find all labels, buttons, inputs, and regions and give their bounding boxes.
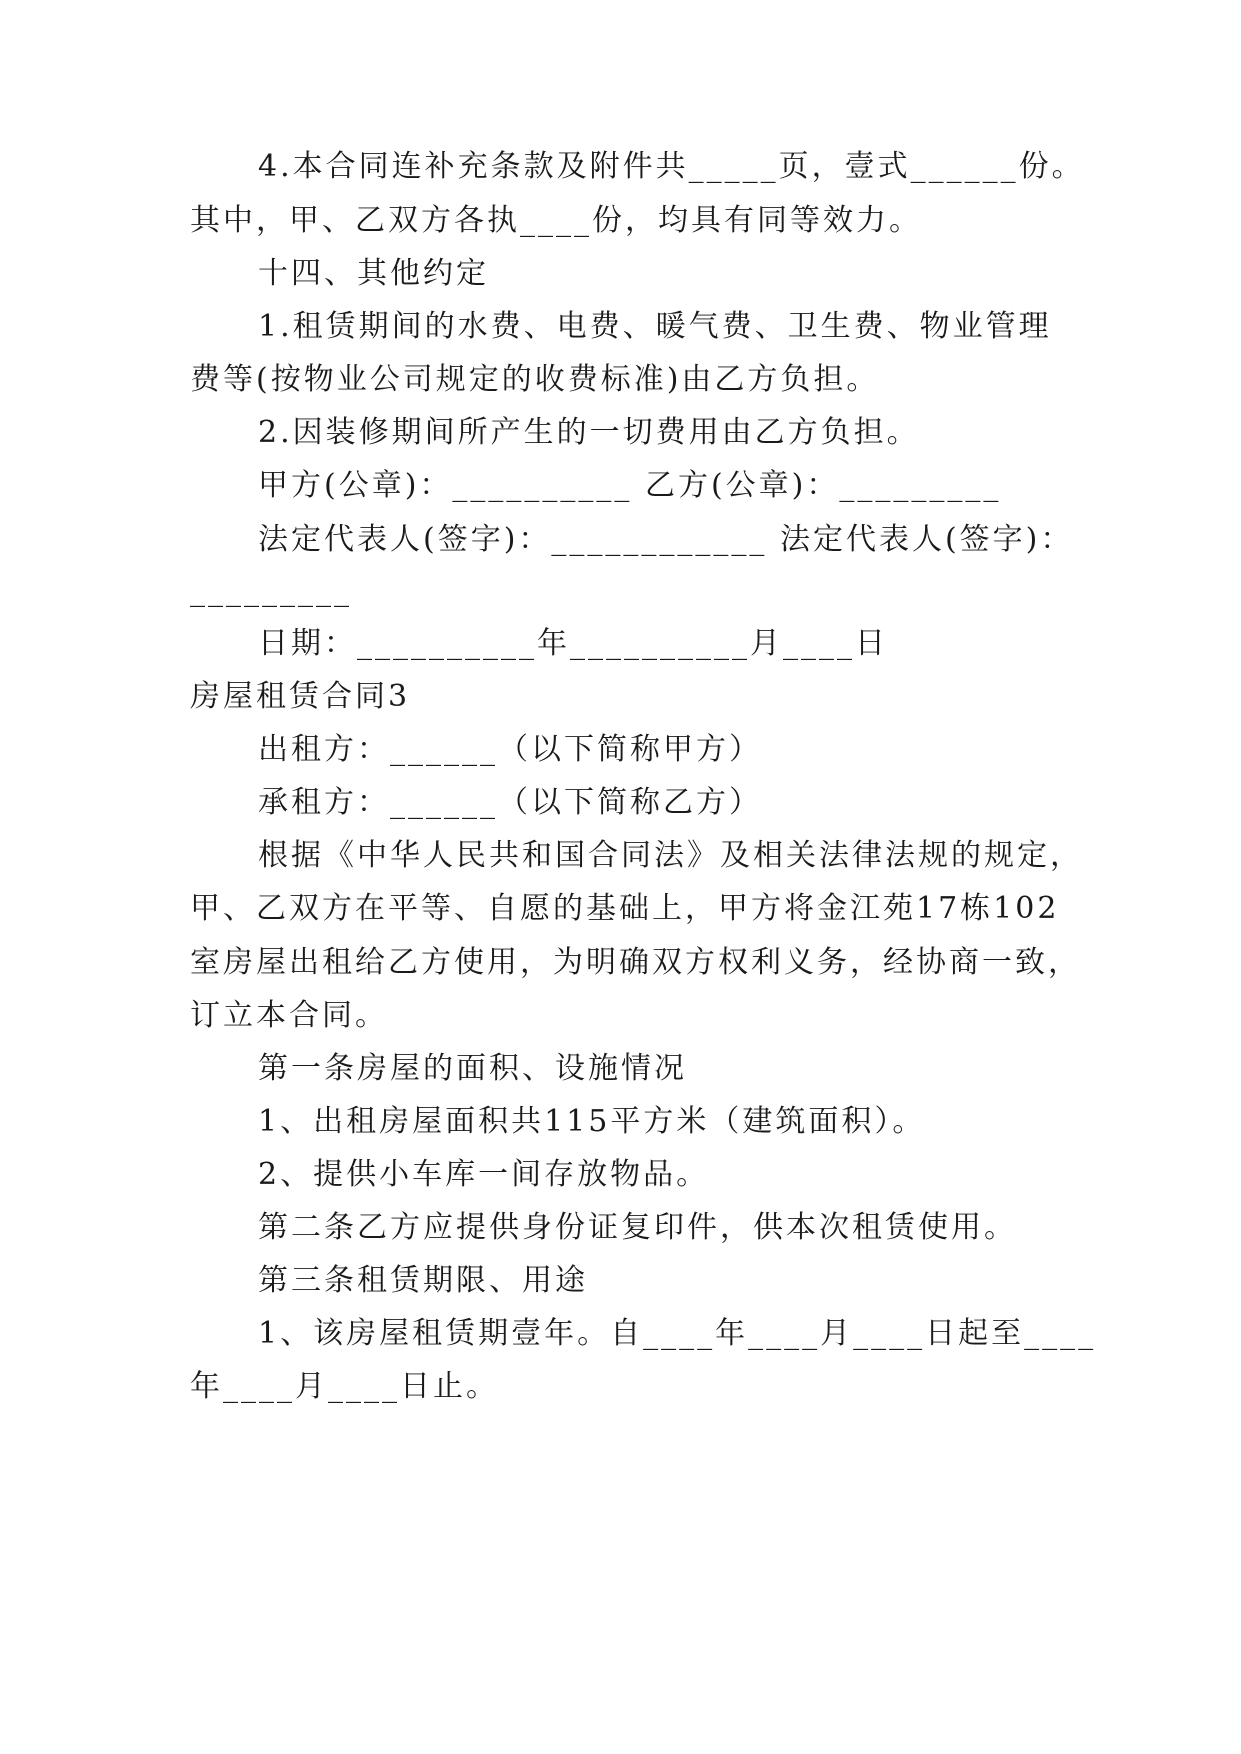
paragraph-line: 订立本合同。 [190, 998, 388, 1033]
section-heading: 第二条乙方应提供身份证复印件，供本次租赁使用。 [258, 1210, 1017, 1245]
date-line: 日期：__________年__________月____日 [258, 626, 888, 661]
section-heading: 第三条租赁期限、用途 [258, 1263, 588, 1298]
signature-line: _________ [190, 573, 352, 608]
paragraph-line: 1.租赁期间的水费、电费、暖气费、卫生费、物业管理 [258, 309, 1052, 344]
paragraph-line: 4.本合同连补充条款及附件共_____页，壹式______份。 [258, 149, 1085, 184]
paragraph-line: 2、提供小车库一间存放物品。 [258, 1157, 710, 1192]
section-heading: 第一条房屋的面积、设施情况 [258, 1051, 687, 1086]
party-line: 承租方：______（以下简称乙方） [258, 785, 762, 820]
section-heading: 十四、其他约定 [258, 256, 489, 291]
paragraph-line: 1、出租房屋面积共115平方米（建筑面积）。 [258, 1104, 926, 1139]
paragraph-line: 甲、乙双方在平等、自愿的基础上，甲方将金江苑17栋102 [190, 891, 1060, 926]
document-title: 房屋租赁合同3 [190, 679, 411, 714]
paragraph-line: 费等(按物业公司规定的收费标准)由乙方负担。 [190, 362, 880, 397]
paragraph-line: 其中，甲、乙双方各执____份，均具有同等效力。 [190, 203, 922, 238]
signature-line: 甲方(公章)：__________ 乙方(公章)：_________ [258, 468, 1002, 503]
paragraph-line: 根据《中华人民共和国合同法》及相关法律法规的规定， [258, 838, 1083, 873]
signature-line: 法定代表人(签字)：____________ 法定代表人(签字)： [258, 522, 1074, 557]
paragraph-line: 年____月____日止。 [190, 1369, 499, 1404]
paragraph-line: 1、该房屋租赁期壹年。自____年____月____日起至____ [258, 1316, 1097, 1351]
paragraph-line: 2.因装修期间所产生的一切费用由乙方负担。 [258, 415, 920, 450]
paragraph-line: 室房屋出租给乙方使用，为明确双方权利义务，经协商一致， [190, 945, 1081, 980]
party-line: 出租方：______（以下简称甲方） [258, 732, 762, 767]
